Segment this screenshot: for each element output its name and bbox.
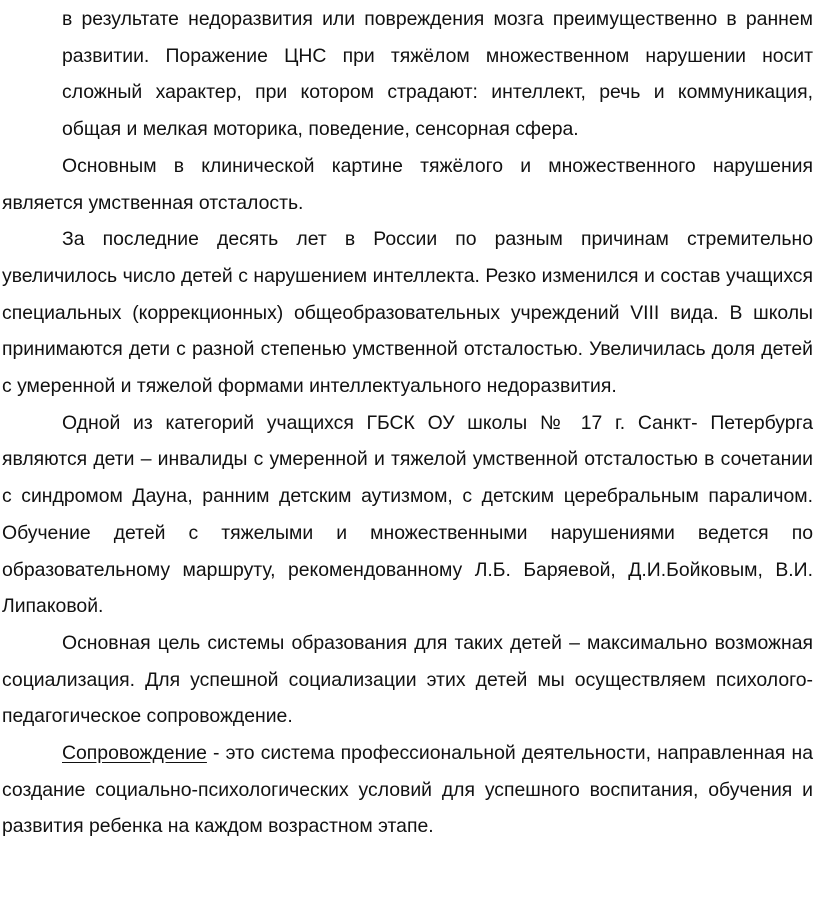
paragraph-education-goal: Основная цель системы образования для таких детей – максимально возможная социализация. Для успешной социализации этих детей мы осуществляем психолого-педагогическое сопровождение. [2,631,813,728]
paragraph-main-clinical-picture: Основным в клинической картине тяжёлого и множественного нарушения является умственная отсталость. [2,154,813,214]
paragraph-intro-continuation: в результате недоразвития или повреждения мозга преимущественно в раннем развитии. Поражение ЦНС при тяжёлом множественном нарушении носит сложный характер, при котором страдают: интеллект, речь и коммуникация, общая и мелкая моторика, поведение, сенсорная сфера. [62,8,813,141]
term-support: Сопровождение [62,742,207,765]
paragraph-statistics-russia: За последние десять лет в России по разным причинам стремительно увеличилось число детей с нарушением интеллекта. Резко изменился и состав учащихся специальных (коррекционных) общеобразовательных учреждений VIII вида. В школы принимаются дети с разной степенью умственной отсталостью. Увеличилась доля детей с умеренной и тяжелой формами интеллектуального недоразвития. [2,228,813,398]
paragraph-school-category: Одной из категорий учащихся ГБСК ОУ школы № 17 г. Санкт- Петербурга являются дети – инвалиды с умеренной и тяжелой умственной отсталостью в сочетании с синдромом Дауна, ранним детским аутизмом, с детским церебральным параличом. Обучение детей с тяжелыми и множественными нарушениями ведется по образовательному маршруту, рекомендованному Л.Б. Баряевой, Д.И.Бойковым, В.И. Липаковой. [2,411,813,618]
paragraph-support-definition [2,735,813,845]
definition-support: - это система профессиональной деятельности, направленная на создание социально-психологических условий для успешного воспитания, обучения и развития ребенка на каждом возрастном этапе. [2,742,813,838]
